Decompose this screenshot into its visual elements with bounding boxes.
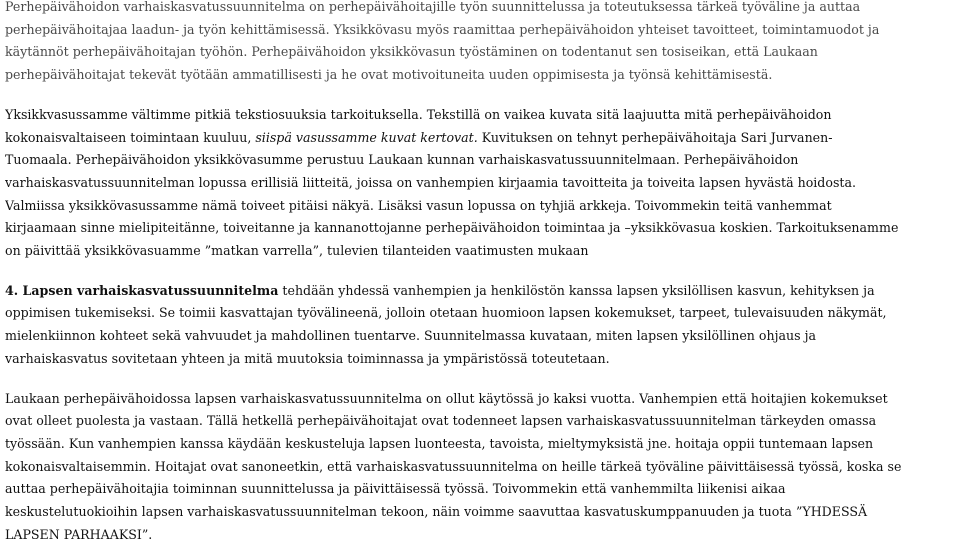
text-line: Tuomaala. Perhepäivähoidon yksikkövasumme perustuu Laukaan kunnan varhaiskasvatussuunnitelmaan. Perhepäivähoidon [5, 152, 799, 168]
text-line-with-heading [5, 280, 955, 303]
document-page [5, 0, 955, 546]
section-heading: 4. Lapsen varhaiskasvatussuunnitelma [5, 282, 279, 298]
text-line: mielenkiinnon kohteet sekä vahvuudet ja mahdollinen tuentarve. Suunnitelmassa kuvataan, miten lapsen yksilöllinen ohjaus ja [5, 328, 816, 344]
text-line: varhaiskasvatussuunnitelman lopussa erillisiä liitteitä, joissa on vanhempien kirjaamia tavoitteita ja toiveita lapsen hyvästä hoidosta. [5, 174, 856, 190]
paragraph-yksikkovasu [5, 104, 955, 263]
text-line: ovat olleet puolesta ja vastaan. Tällä hetkellä perhepäivähoitajat ovat todenneet lapsen varhaiskasvatussuunnitelman tärkeyden omassa [5, 413, 877, 429]
text-fragment: Kuvituksen on tehnyt perhepäivähoitaja Sari Jurvanen- [477, 129, 833, 145]
text-line: työssään. Kun vanhempien kanssa käydään keskusteluja lapsen luonteesta, tavoista, mieltymyksistä jne. hoitaja oppii tuntemaan lapsen [5, 435, 874, 451]
italic-text: siispä vasussamme kuvat kertovat. [255, 129, 478, 145]
text-line: Laukaan perhepäivähoidossa lapsen varhaiskasvatussuunnitelma on ollut käytössä jo kaksi vuotta. Vanhempien että hoitajien kokemukset [5, 390, 888, 406]
text-line: perhepäivähoitajat tekevät työtään ammatillisesti ja he ovat motivoituneita uuden oppimisesta ja työnsä kehittämisestä. [5, 67, 773, 83]
text-fragment: tehdään yhdessä vanhempien ja henkilöstön kanssa lapsen yksilöllisen kasvun, kehityksen ja [278, 282, 875, 298]
text-line: auttaa perhepäivähoitajia toiminnan suunnittelussa ja päivittäisessä työssä. Toivommekin että vanhemmilta liikenisi aikaa [5, 481, 786, 497]
paragraph-gap [5, 87, 955, 104]
text-line: LAPSEN PARHAAKSI”. [5, 526, 153, 542]
text-line: perhepäivähoitajaa laadun- ja työn kehittämisessä. Yksikkövasu myös raamittaa perhepäivähoidon yhteiset tavoitteet, toimintamuodot ja [5, 21, 880, 37]
text-line: varhaiskasvatus sovitetaan yhteen ja mitä muutoksia toiminnassa ja ympäristössä toteutetaan. [5, 350, 610, 366]
text-line-with-italic [5, 127, 955, 150]
paragraph-section-4 [5, 280, 955, 371]
text-line: oppimisen tukemiseksi. Se toimii kasvattajan työvälineenä, jolloin otetaan huomioon lapsen kokemukset, tarpeet, tulevaisuuden näkymät, [5, 305, 887, 321]
text-line: käytännöt perhepäivähoitajan työhön. Perhepäivähoidon yksikkövasun työstäminen on todentanut sen tosiseikan, että Laukaan [5, 44, 818, 60]
text-line: keskustelutuokioihin lapsen varhaiskasvatussuunnitelman tekoon, näin voimme saavuttaa kasvatuskumppanuuden ja tuota ”YHDESSÄ [5, 504, 868, 520]
paragraph-gap [5, 263, 955, 280]
text-line: Perhepäivähoidon varhaiskasvatussuunnitelma on perhepäivähoitajille työn suunnittelussa ja toteutuksessa tärkeä työväline ja auttaa [5, 0, 861, 14]
paragraph-gap [5, 371, 955, 388]
paragraph-laukaa [5, 388, 955, 547]
text-line: Valmiissa yksikkövasussamme nämä toiveet pitäisi näkyä. Lisäksi vasun lopussa on tyhjiä arkkeja. Toivommekin teitä vanhemmat [5, 197, 832, 213]
text-line: Yksikkvasussamme vältimme pitkiä tekstiosuuksia tarkoituksella. Tekstillä on vaikea kuvata sitä laajuutta mitä perhepäivähoidon [5, 106, 832, 122]
text-line: kirjaamaan sinne mielipiteitänne, toiveitanne ja kannanottojanne perhepäivähoidon toimintaa ja –yksikkövasua koskien. Tarkoituksenamme [5, 220, 899, 236]
text-fragment: kokonaisvaltaiseen toimintaan kuuluu, [5, 129, 256, 145]
text-line: kokonaisvaltaisemmin. Hoitajat ovat sanoneetkin, että varhaiskasvatussuunnitelma on heille tärkeä työväline päivittäisessä työssä, koska se [5, 458, 902, 474]
text-line: on päivittää yksikkövasuamme ”matkan varrella”, tulevien tilanteiden vaatimusten mukaan [5, 243, 589, 259]
paragraph-intro [5, 0, 955, 87]
